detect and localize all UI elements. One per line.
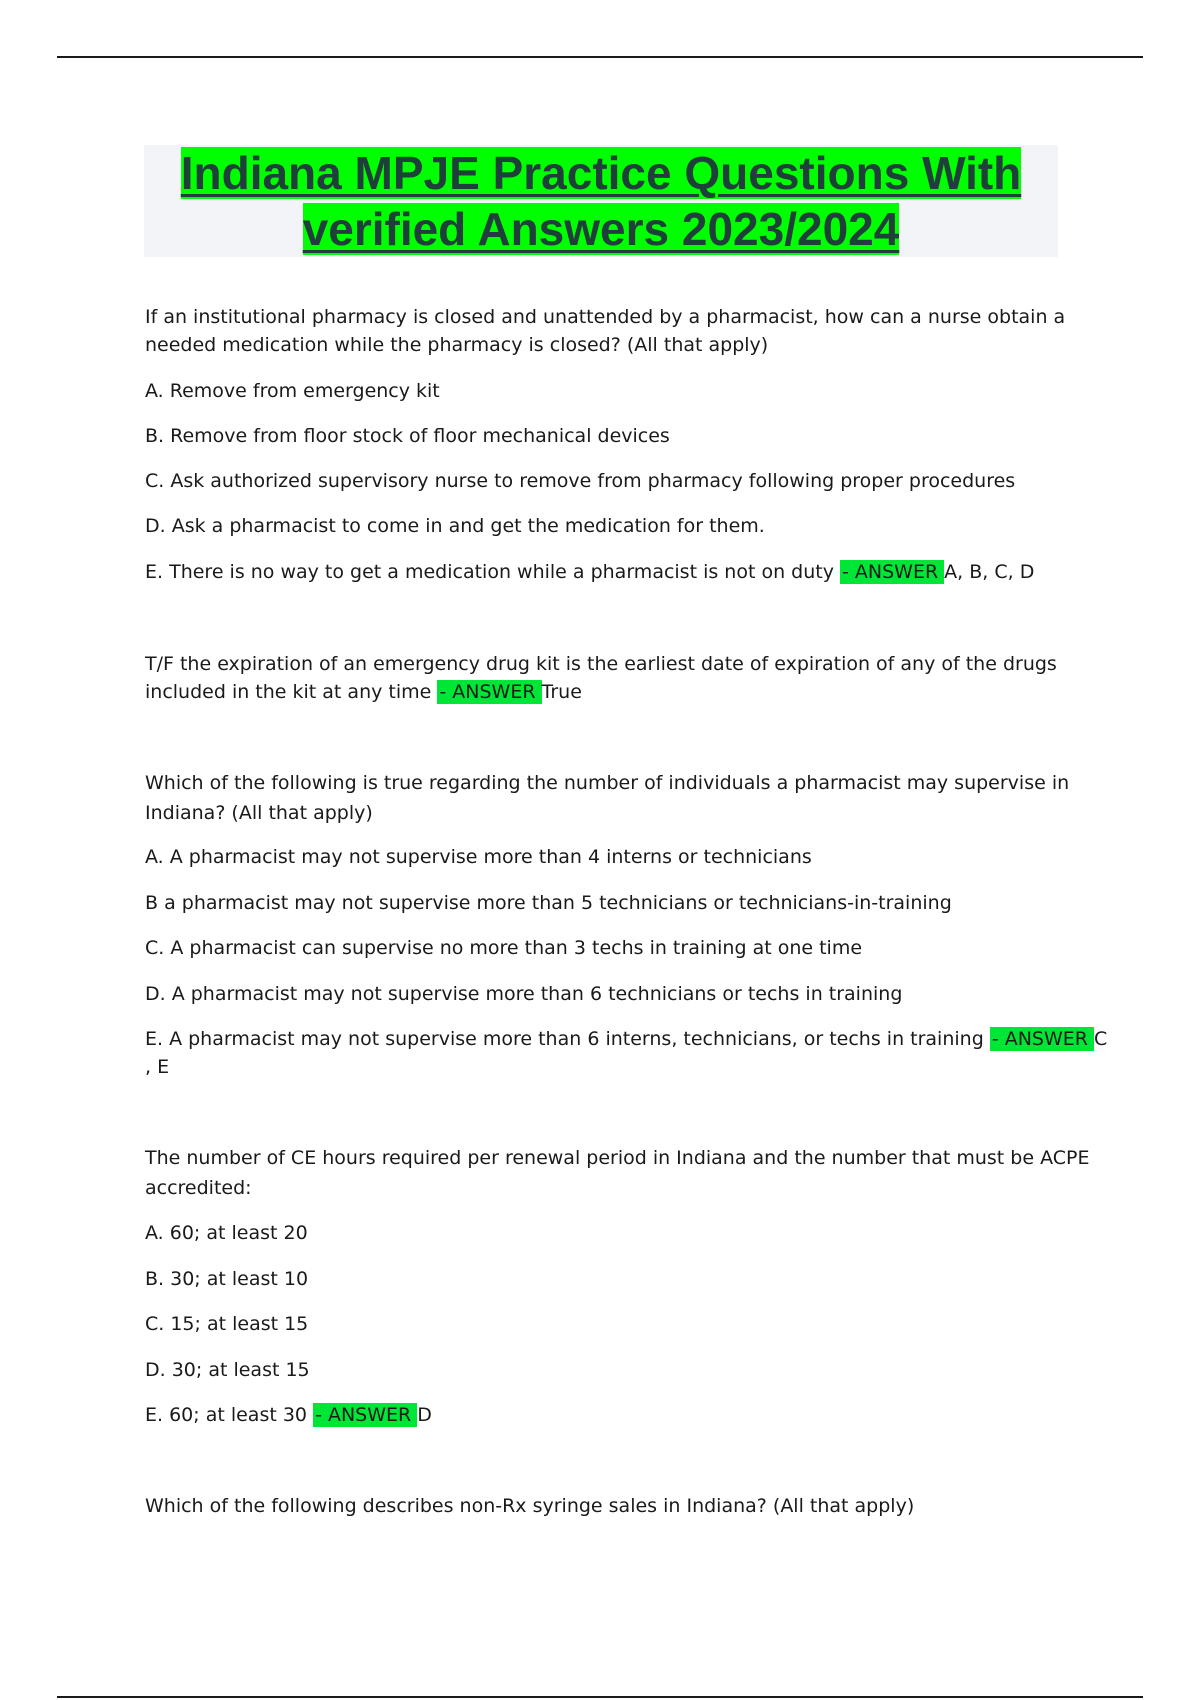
q1-option-c: C. Ask authorized supervisory nurse to remove from pharmacy following proper procedures <box>145 470 1016 492</box>
answer-marker: - ANSWER <box>990 1027 1094 1051</box>
q3-option-b: B a pharmacist may not supervise more than 5 technicians or technicians-in-training <box>145 892 952 914</box>
q3-option-e: E. A pharmacist may not supervise more than 6 interns, technicians, or techs in training <box>145 1028 984 1050</box>
q3-option-e-with-answer <box>145 1025 1107 1053</box>
q3-option-d: D. A pharmacist may not supervise more than 6 technicians or techs in training <box>145 983 903 1005</box>
title-line-2: verified Answers 2023/2024 <box>302 203 900 255</box>
q4-option-e: E. 60; at least 30 <box>145 1404 308 1426</box>
q1-option-e: E. There is no way to get a medication while a pharmacist is not on duty <box>145 561 834 583</box>
q4-text-line-1: The number of CE hours required per renewal period in Indiana and the number that must be ACPE <box>145 1147 1090 1169</box>
q3-option-c: C. A pharmacist can supervise no more than 3 techs in training at one time <box>145 937 863 959</box>
q1-answer: A, B, C, D <box>944 561 1035 583</box>
q4-option-b: B. 30; at least 10 <box>145 1268 309 1290</box>
q2-text-line-2-with-answer <box>145 678 582 706</box>
q4-text-line-2: accredited: <box>145 1177 252 1199</box>
answer-marker: - ANSWER <box>437 680 541 704</box>
q4-option-a: A. 60; at least 20 <box>145 1222 308 1244</box>
q3-answer-part-2: , E <box>145 1056 170 1078</box>
answer-marker: - ANSWER <box>840 560 944 584</box>
q1-option-e-with-answer <box>145 558 1034 586</box>
q4-option-c: C. 15; at least 15 <box>145 1313 309 1335</box>
q3-answer-part-1: C <box>1093 1028 1108 1050</box>
q1-option-d: D. Ask a pharmacist to come in and get the medication for them. <box>145 515 765 537</box>
footer-rule <box>57 1696 1143 1698</box>
answer-marker: - ANSWER <box>313 1403 417 1427</box>
q2-text-line-1: T/F the expiration of an emergency drug kit is the earliest date of expiration of any of the drugs <box>145 653 1057 675</box>
q2-text-line-2: included in the kit at any time <box>145 681 432 703</box>
q4-answer: D <box>417 1404 432 1426</box>
q3-text-line-1: Which of the following is true regarding the number of individuals a pharmacist may supervise in <box>145 772 1070 794</box>
q3-text-line-2: Indiana? (All that apply) <box>145 802 373 824</box>
q1-option-a: A. Remove from emergency kit <box>145 380 440 402</box>
q3-option-a: A. A pharmacist may not supervise more than 4 interns or technicians <box>145 846 812 868</box>
q4-option-e-with-answer <box>145 1401 432 1429</box>
document-title <box>144 145 1058 257</box>
q1-text-line-2: needed medication while the pharmacy is closed? (All that apply) <box>145 334 769 356</box>
q2-answer: True <box>541 681 582 703</box>
q5-text-line-1: Which of the following describes non-Rx syringe sales in Indiana? (All that apply) <box>145 1495 915 1517</box>
header-rule <box>57 56 1143 58</box>
title-line-1: Indiana MPJE Practice Questions With <box>180 147 1022 199</box>
q1-text-line-1: If an institutional pharmacy is closed and unattended by a pharmacist, how can a nurse obtain a <box>145 306 1066 328</box>
q1-option-b: B. Remove from floor stock of floor mechanical devices <box>145 425 670 447</box>
q4-option-d: D. 30; at least 15 <box>145 1359 310 1381</box>
